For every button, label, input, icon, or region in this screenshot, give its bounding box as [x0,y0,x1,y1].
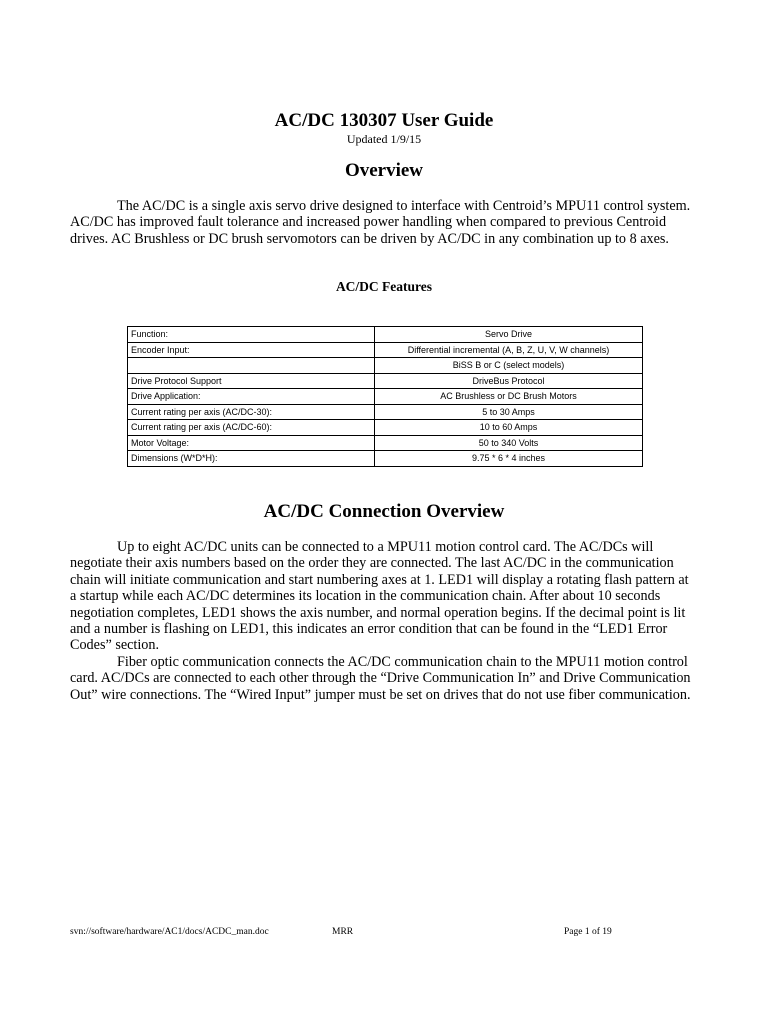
table-row [128,389,643,405]
overview-paragraph: The AC/DC is a single axis servo drive designed to interface with Centroid’s MPU11 control system. AC/DC has improved fault tolerance and increased power handling when compared to previous Centroid drives. AC Brushless or DC brush servomotors can be driven by AC/DC in any combination up to 8 axes. [70,198,691,247]
feature-value-cell: 10 to 60 Amps [375,420,643,436]
feature-value-cell: 5 to 30 Amps [375,404,643,420]
feature-function-cell: Drive Protocol Support [128,373,375,389]
feature-value-cell: BiSS B or C (select models) [375,358,643,374]
connection-paragraph-2: Fiber optic communication connects the AC/DC communication chain to the MPU11 motion control card. AC/DCs are connected to each other through the “Drive Communication In” and Drive Communication Out” wire connections. The “Wired Input” jumper must be set on drives that do not use fiber communication. [70,654,691,703]
features-title: AC/DC Features [335,279,433,294]
feature-function-cell: Motor Voltage: [128,435,375,451]
feature-function-cell: Current rating per axis (AC/DC-30): [128,404,375,420]
feature-value-cell: 9.75 * 6 * 4 inches [375,451,643,467]
feature-value-cell: Differential incremental (A, B, Z, U, V, W channels) [375,342,643,358]
feature-function-cell: Function: [128,327,375,343]
overview-heading: Overview [344,160,424,181]
table-row [128,373,643,389]
document-title: AC/DC 130307 User Guide [274,110,494,131]
updated-date: Updated 1/9/15 [346,132,422,146]
feature-function-cell: Current rating per axis (AC/DC-60): [128,420,375,436]
connection-paragraph-1: Up to eight AC/DC units can be connected to a MPU11 motion control card. The AC/DCs will negotiate their axis numbers based on the order they are connected. The last AC/DC in the communication chain will initiate communication and start numbering axes at 1. LED1 will display a rotating flash pattern at a startup while each AC/DC determines its location in the communication chain. After about 10 seconds negotiation completes, LED1 shows the axis number, and normal operation begins. If the decimal point is lit and a number is flashing on LED1, this indicates an error condition that can be found in the “LED1 Error Codes” section. [70,539,689,654]
feature-function-cell: Drive Application: [128,389,375,405]
table-row [128,420,643,436]
table-row [128,435,643,451]
table-row [128,451,643,467]
footer-author: MRR [332,927,354,937]
table-row [128,342,643,358]
table-row [128,404,643,420]
features-table [127,326,643,467]
feature-value-cell: AC Brushless or DC Brush Motors [375,389,643,405]
table-row [128,358,643,374]
table-row [128,327,643,343]
feature-value-cell: DriveBus Protocol [375,373,643,389]
footer-file-path: svn://software/hardware/AC1/docs/ACDC_man.doc [70,927,269,937]
feature-value-cell: Servo Drive [375,327,643,343]
feature-function-cell [128,358,375,374]
feature-function-cell: Dimensions (W*D*H): [128,451,375,467]
feature-value-cell: 50 to 340 Volts [375,435,643,451]
feature-function-cell: Encoder Input: [128,342,375,358]
footer-page-number: Page 1 of 19 [564,927,612,937]
connection-heading: AC/DC Connection Overview [263,501,505,522]
